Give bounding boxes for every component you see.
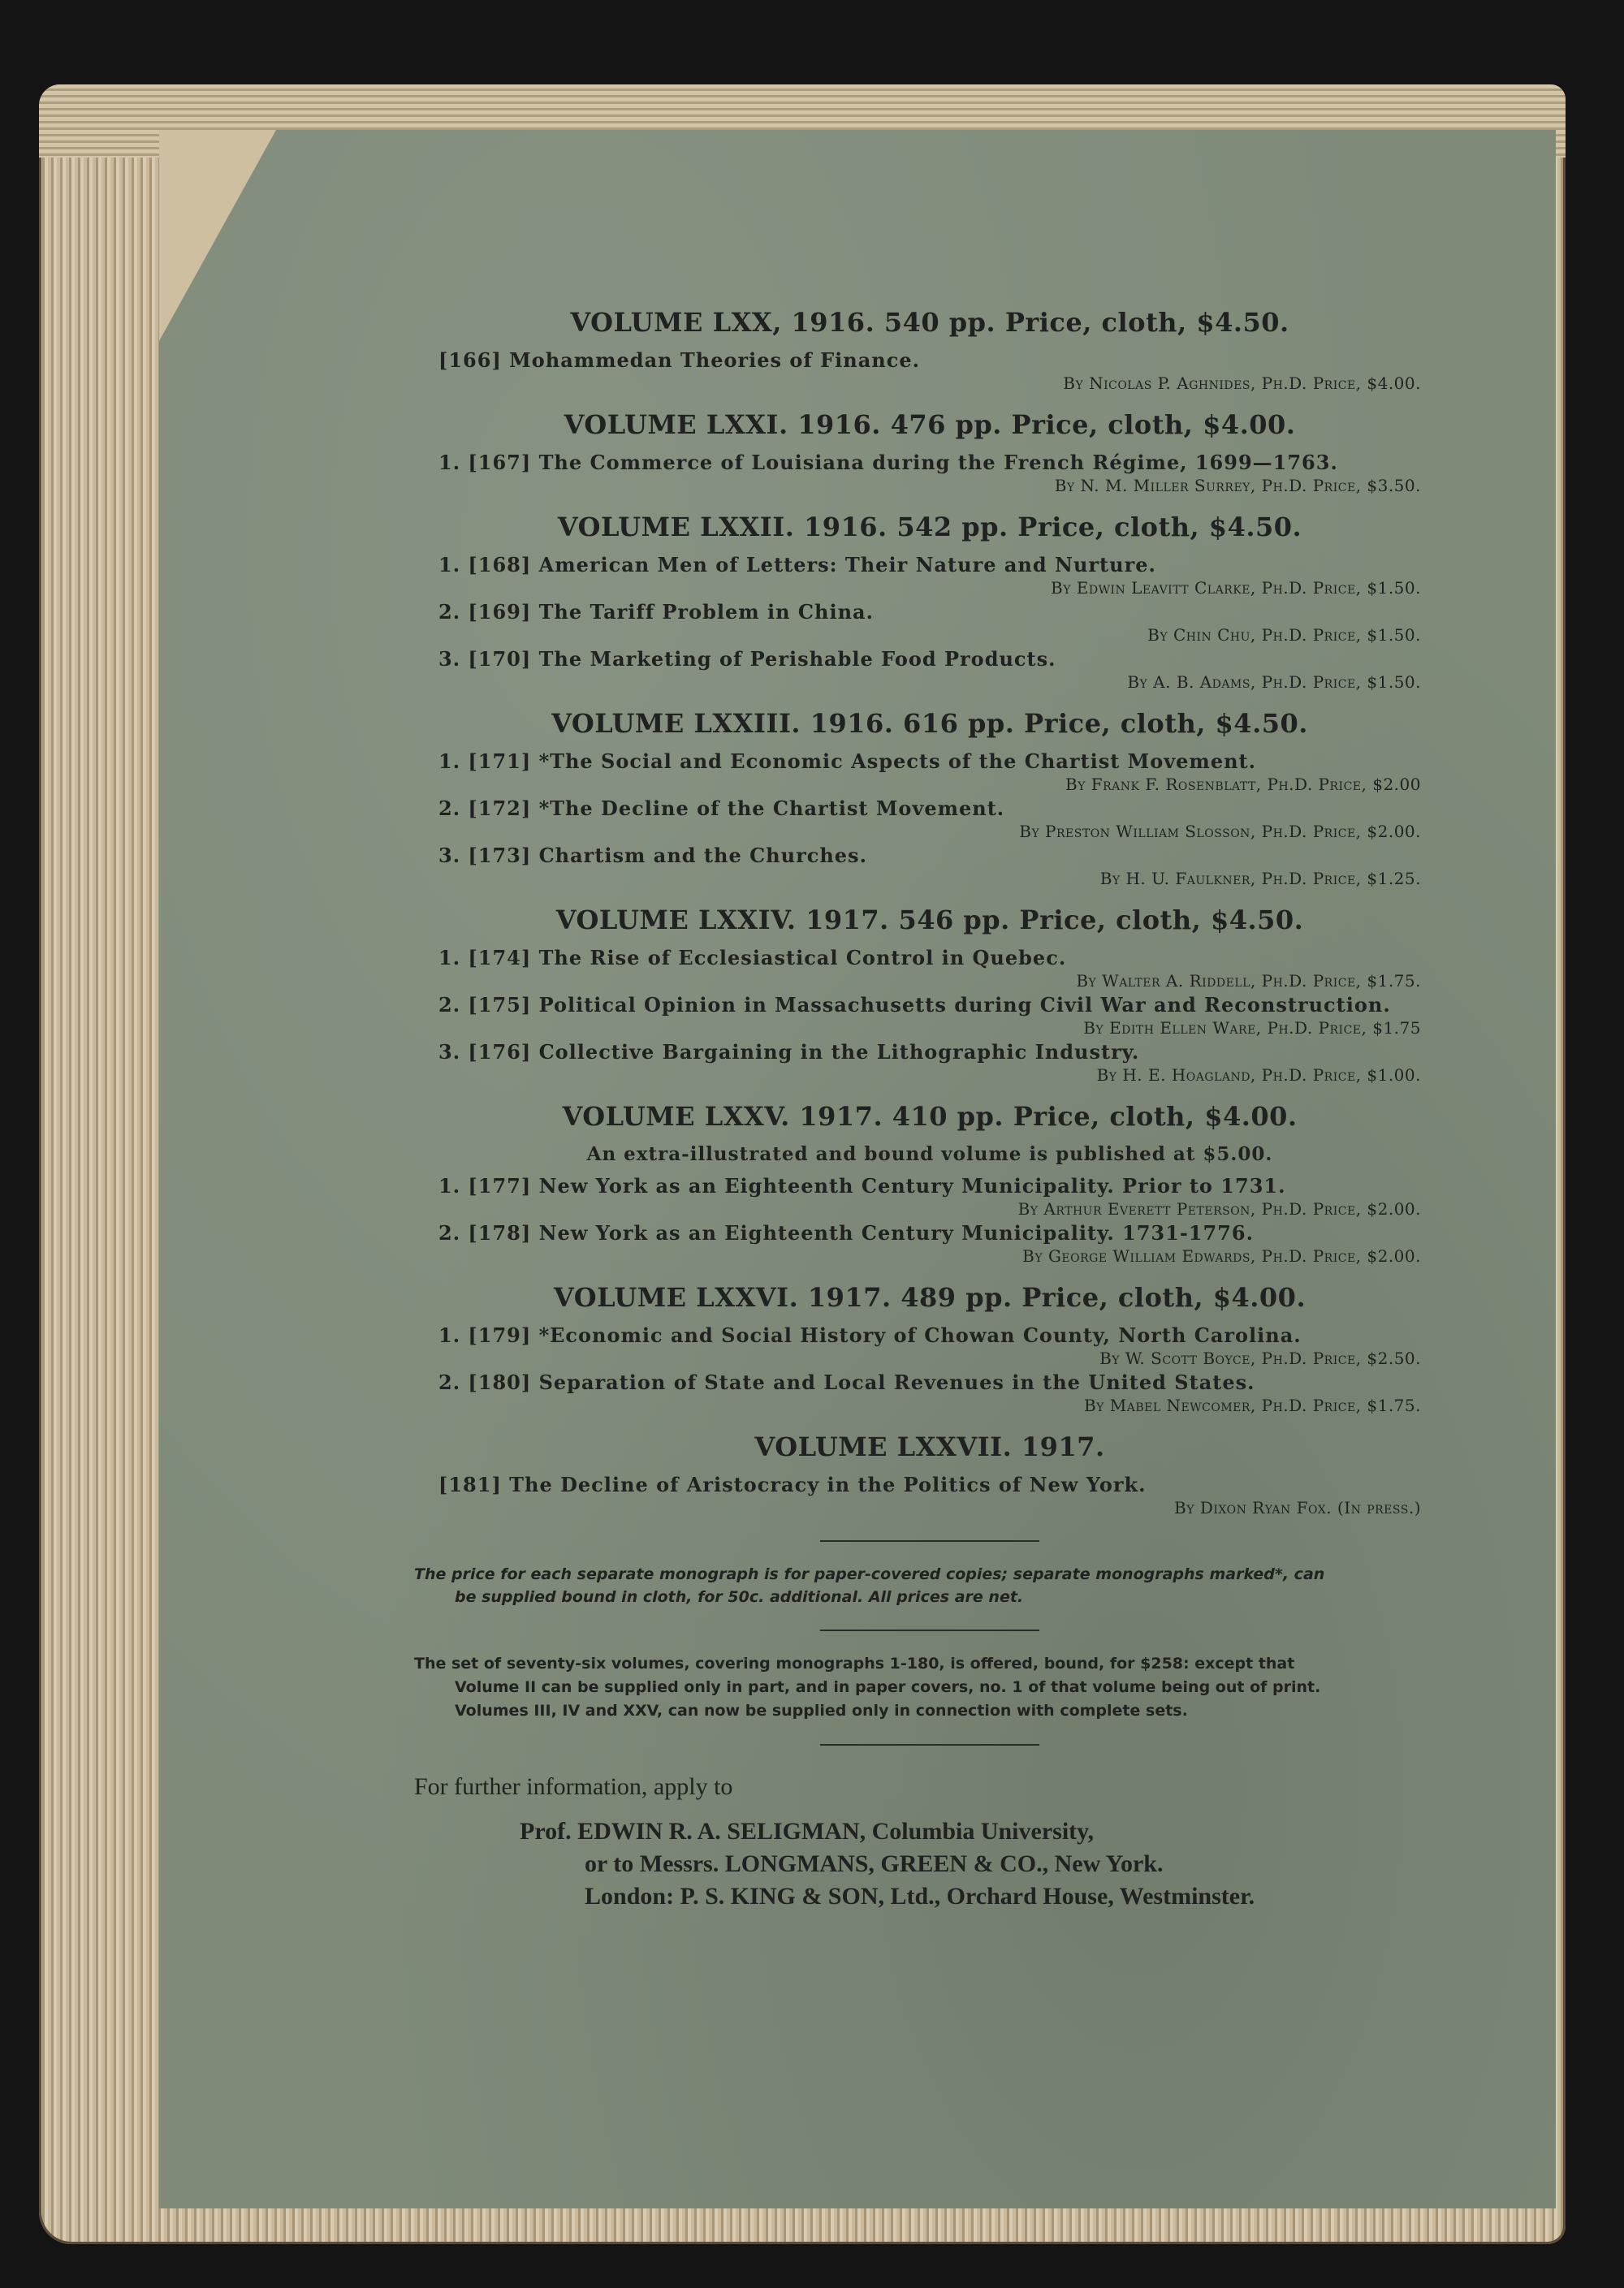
- monograph-title: 2. [172] *The Decline of the Chartist Movement.: [438, 796, 1005, 820]
- monograph-entry: [438, 797, 1421, 843]
- monograph-byline: By Preston William Slosson, Ph.D. Price, $2.00.: [1019, 822, 1421, 841]
- monograph-byline: By H. U. Faulkner, Ph.D. Price, $1.25.: [1099, 869, 1421, 888]
- volume-heading: VOLUME LXXVII. 1917.: [754, 1431, 1105, 1462]
- volume-heading: VOLUME LXXII. 1916. 542 pp. Price, cloth, $4.50.: [557, 512, 1302, 542]
- monograph-title: 1. [174] The Rise of Ecclesiastical Control in Quebec.: [438, 946, 1067, 969]
- monograph-byline: By Edwin Leavitt Clarke, Ph.D. Price, $1.50.: [1051, 578, 1421, 598]
- monograph-entry: [438, 1324, 1421, 1370]
- price-note-line: be supplied bound in cloth, for 50c. additional. All prices are net.: [455, 1588, 1024, 1606]
- monograph-entry: [438, 1041, 1421, 1086]
- monograph-entry: [438, 648, 1421, 693]
- monograph-entry: [438, 994, 1421, 1039]
- monograph-entry: [438, 349, 1421, 395]
- volume-note: An extra-illustrated and bound volume is published at $5.00.: [586, 1143, 1273, 1165]
- monograph-title: 1. [177] New York as an Eighteenth Century Municipality. Prior to 1731.: [438, 1174, 1286, 1198]
- monograph-byline: By Chin Chu, Ph.D. Price, $1.50.: [1147, 625, 1421, 645]
- monograph-entry: [438, 1371, 1421, 1417]
- monograph-title: 2. [180] Separation of State and Local Revenues in the United States.: [438, 1371, 1255, 1394]
- monograph-title: 1. [167] The Commerce of Louisiana during the French Régime, 1699—1763.: [438, 451, 1338, 474]
- monograph-title: 1. [168] American Men of Letters: Their Nature and Nurture.: [438, 553, 1156, 576]
- sets-note-line: Volume II can be supplied only in part, and in paper covers, no. 1 of that volume being out of print.: [455, 1678, 1321, 1696]
- divider: [820, 1540, 1039, 1542]
- contact-line: or to Messrs. LONGMANS, GREEN & CO., New York.: [585, 1850, 1164, 1877]
- monograph-byline: By N. M. Miller Surrey, Ph.D. Price, $3.50.: [1054, 476, 1421, 495]
- monograph-byline: By Frank F. Rosenblatt, Ph.D. Price, $2.00: [1065, 775, 1421, 794]
- monograph-entry: [438, 947, 1421, 992]
- price-note-line: The price for each separate monograph is for paper-covered copies; separate monographs marked*, can: [414, 1565, 1325, 1583]
- monograph-title: 3. [170] The Marketing of Perishable Food Products.: [438, 647, 1056, 671]
- monograph-byline: By Mabel Newcomer, Ph.D. Price, $1.75.: [1083, 1396, 1421, 1415]
- monograph-byline: By Walter A. Riddell, Ph.D. Price, $1.75.: [1076, 971, 1421, 991]
- monograph-title: 1. [179] *Economic and Social History of Chowan County, North Carolina.: [438, 1323, 1302, 1347]
- monograph-entry: [438, 750, 1421, 796]
- further-info: For further information, apply to: [414, 1773, 733, 1800]
- volume-heading: VOLUME LXX, 1916. 540 pp. Price, cloth, $4.50.: [570, 307, 1289, 338]
- divider: [820, 1630, 1039, 1631]
- divider: [820, 1744, 1039, 1746]
- contact-line: London: P. S. KING & SON, Ltd., Orchard House, Westminster.: [585, 1883, 1255, 1910]
- monograph-title: [181] The Decline of Aristocracy in the Politics of New York.: [438, 1473, 1147, 1496]
- monograph-entry: [438, 601, 1421, 646]
- monograph-entry: [438, 1175, 1421, 1220]
- monograph-title: 2. [169] The Tariff Problem in China.: [438, 600, 874, 624]
- volume-heading: VOLUME LXXI. 1916. 476 pp. Price, cloth, $4.00.: [564, 409, 1296, 440]
- monograph-title: [166] Mohammedan Theories of Finance.: [438, 348, 920, 372]
- contact-block: [438, 1815, 1421, 1913]
- monograph-entry: [438, 554, 1421, 599]
- monograph-entry: [438, 844, 1421, 890]
- monograph-entry: [438, 1474, 1421, 1519]
- monograph-title: 2. [175] Political Opinion in Massachusetts during Civil War and Reconstruction.: [438, 993, 1391, 1017]
- monograph-title: 3. [173] Chartism and the Churches.: [438, 844, 867, 867]
- monograph-byline: By A. B. Adams, Ph.D. Price, $1.50.: [1127, 672, 1421, 692]
- monograph-entry: [438, 451, 1421, 497]
- monograph-byline: By Arthur Everett Peterson, Ph.D. Price, $2.00.: [1017, 1199, 1421, 1219]
- monograph-byline: By W. Scott Boyce, Ph.D. Price, $2.50.: [1099, 1349, 1421, 1368]
- monograph-byline: By Dixon Ryan Fox. (In press.): [1174, 1498, 1421, 1517]
- volume-list: [438, 307, 1421, 1519]
- monograph-title: 1. [171] *The Social and Economic Aspects of the Chartist Movement.: [438, 749, 1256, 773]
- monograph-byline: By Nicolas P. Aghnides, Ph.D. Price, $4.00.: [1063, 373, 1421, 393]
- volume-heading: VOLUME LXXIII. 1916. 616 pp. Price, cloth, $4.50.: [551, 708, 1308, 739]
- monograph-title: 2. [178] New York as an Eighteenth Century Municipality. 1731-1776.: [438, 1221, 1254, 1245]
- volume-heading: VOLUME LXXIV. 1917. 546 pp. Price, cloth, $4.50.: [555, 904, 1304, 935]
- monograph-byline: By Edith Ellen Ware, Ph.D. Price, $1.75: [1083, 1018, 1421, 1038]
- sets-note-line: Volumes III, IV and XXV, can now be supplied only in connection with complete sets.: [455, 1702, 1188, 1720]
- sets-note: [414, 1652, 1421, 1723]
- cover-text: [414, 292, 1421, 1913]
- monograph-entry: [438, 1222, 1421, 1267]
- monograph-byline: By H. E. Hoagland, Ph.D. Price, $1.00.: [1096, 1065, 1421, 1085]
- monograph-title: 3. [176] Collective Bargaining in the Lithographic Industry.: [438, 1040, 1140, 1064]
- volume-heading: VOLUME LXXV. 1917. 410 pp. Price, cloth, $4.00.: [562, 1101, 1298, 1132]
- contact-line: Prof. EDWIN R. A. SELIGMAN, Columbia University,: [520, 1818, 1094, 1845]
- sets-note-line: The set of seventy-six volumes, covering monographs 1-180, is offered, bound, for $258: except that: [414, 1655, 1295, 1673]
- monograph-byline: By George William Edwards, Ph.D. Price, $2.00.: [1022, 1246, 1421, 1266]
- volume-heading: VOLUME LXXVI. 1917. 489 pp. Price, cloth, $4.00.: [553, 1282, 1307, 1313]
- price-note: [414, 1563, 1421, 1608]
